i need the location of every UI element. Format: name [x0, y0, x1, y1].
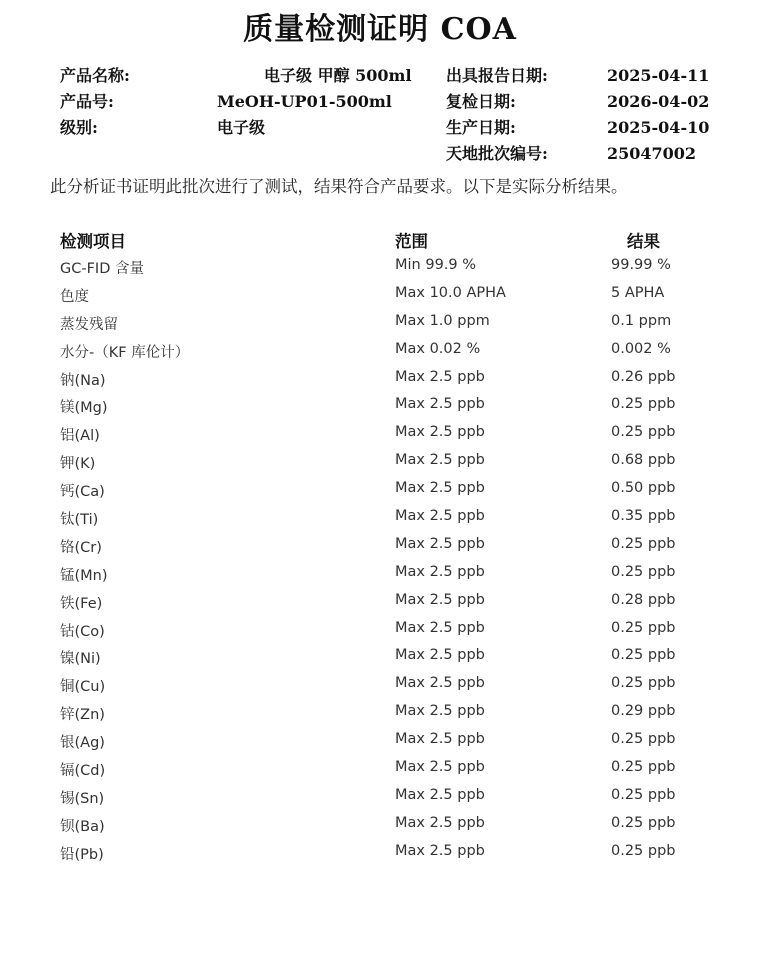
result-cell: 0.50 ppb	[611, 480, 676, 497]
range-cell: Max 2.5 ppb	[395, 842, 485, 859]
batch-number-label: 天地批次编号:	[446, 144, 548, 163]
test-item-cell: 铝(Al)	[60, 428, 100, 445]
range-cell: Max 2.5 ppb	[395, 647, 485, 664]
result-cell: 0.25 ppb	[611, 563, 676, 580]
test-item-cell: 钾(K)	[60, 456, 96, 473]
table-row	[0, 784, 760, 812]
test-item-cell: 镍(Ni)	[60, 651, 101, 668]
report-date-value: 2025-04-11	[607, 66, 710, 85]
range-cell: Max 2.5 ppb	[395, 535, 485, 552]
range-cell: Max 2.5 ppb	[395, 452, 485, 469]
table-row	[0, 505, 760, 533]
result-cell: 0.002 %	[611, 340, 671, 357]
test-item-cell: GC-FID 含量	[60, 261, 144, 277]
result-cell: 0.25 ppb	[611, 535, 676, 552]
test-item-cell: 钙(Ca)	[60, 484, 105, 501]
test-item-cell: 钛(Ti)	[60, 512, 99, 529]
table-row	[0, 756, 760, 784]
test-item-cell: 镁(Mg)	[60, 400, 108, 417]
test-item-cell: 色度	[60, 288, 89, 305]
range-cell: Max 2.5 ppb	[395, 508, 485, 525]
header-range: 范围	[395, 232, 428, 251]
test-item-cell: 锡(Sn)	[60, 790, 105, 807]
retest-date-value: 2026-04-02	[607, 92, 710, 111]
results-table	[0, 254, 760, 868]
grade-label: 级别:	[60, 118, 98, 137]
result-cell: 0.25 ppb	[611, 619, 676, 636]
table-row	[0, 812, 760, 840]
test-item-cell: 钴(Co)	[60, 623, 105, 640]
result-cell: 5 APHA	[611, 284, 665, 301]
product-no-value: MeOH-UP01-500ml	[217, 92, 392, 111]
product-no-label: 产品号:	[60, 92, 114, 111]
header-result: 结果	[627, 232, 660, 251]
range-cell: Max 2.5 ppb	[395, 563, 485, 580]
result-cell: 0.1 ppm	[611, 312, 672, 329]
test-item-cell: 银(Ag)	[60, 735, 105, 752]
certificate-statement: 此分析证书证明此批次进行了测试，结果符合产品要求。以下是实际分析结果。	[50, 177, 628, 196]
test-item-cell: 钡(Ba)	[60, 818, 105, 835]
test-item-cell: 铅(Pb)	[60, 846, 104, 863]
production-date-label: 生产日期:	[446, 118, 516, 137]
table-row	[0, 617, 760, 645]
range-cell: Max 2.5 ppb	[395, 675, 485, 692]
range-cell: Min 99.9 %	[395, 257, 477, 273]
header-test-item: 检测项目	[60, 232, 126, 251]
range-cell: Max 2.5 ppb	[395, 424, 485, 441]
result-cell: 0.28 ppb	[611, 591, 676, 608]
range-cell: Max 2.5 ppb	[395, 619, 485, 636]
table-row	[0, 310, 760, 338]
result-cell: 0.25 ppb	[611, 759, 676, 776]
range-cell: Max 2.5 ppb	[395, 786, 485, 803]
table-row	[0, 533, 760, 561]
range-cell: Max 0.02 %	[395, 340, 481, 357]
test-item-cell: 铁(Fe)	[60, 595, 103, 612]
batch-number-value: 25047002	[607, 144, 697, 163]
table-row	[0, 728, 760, 756]
table-row	[0, 561, 760, 589]
table-row	[0, 840, 760, 868]
result-cell: 0.25 ppb	[611, 396, 676, 413]
result-cell: 99.99 %	[611, 257, 671, 273]
table-row	[0, 338, 760, 366]
report-date-label: 出具报告日期:	[446, 66, 548, 85]
range-cell: Max 2.5 ppb	[395, 759, 485, 776]
result-cell: 0.25 ppb	[611, 731, 676, 748]
product-name-value: 电子级 甲醇 500ml	[264, 66, 412, 85]
result-cell: 0.25 ppb	[611, 786, 676, 803]
result-cell: 0.25 ppb	[611, 842, 676, 859]
test-item-cell: 蒸发残留	[60, 316, 118, 333]
table-row	[0, 644, 760, 672]
test-item-cell: 铬(Cr)	[60, 539, 102, 556]
document-title: 质量检测证明 COA	[243, 12, 517, 47]
result-cell: 0.25 ppb	[611, 647, 676, 664]
result-cell: 0.26 ppb	[611, 368, 676, 385]
test-item-cell: 镉(Cd)	[60, 763, 106, 780]
result-cell: 0.25 ppb	[611, 424, 676, 441]
table-row	[0, 700, 760, 728]
table-row	[0, 672, 760, 700]
retest-date-label: 复检日期:	[446, 92, 516, 111]
grade-value: 电子级	[217, 118, 266, 137]
result-cell: 0.25 ppb	[611, 675, 676, 692]
range-cell: Max 2.5 ppb	[395, 480, 485, 497]
table-row	[0, 477, 760, 505]
table-row	[0, 421, 760, 449]
test-item-cell: 钠(Na)	[60, 372, 106, 389]
result-cell: 0.29 ppb	[611, 703, 676, 720]
range-cell: Max 2.5 ppb	[395, 731, 485, 748]
range-cell: Max 2.5 ppb	[395, 368, 485, 385]
table-row	[0, 449, 760, 477]
range-cell: Max 1.0 ppm	[395, 312, 490, 329]
result-cell: 0.35 ppb	[611, 508, 676, 525]
range-cell: Max 2.5 ppb	[395, 814, 485, 831]
test-item-cell: 锰(Mn)	[60, 567, 108, 584]
test-item-cell: 水分-（KF 库伦计）	[60, 344, 190, 361]
table-row	[0, 254, 760, 282]
table-row	[0, 366, 760, 394]
test-item-cell: 锌(Zn)	[60, 707, 105, 724]
table-row	[0, 393, 760, 421]
range-cell: Max 2.5 ppb	[395, 703, 485, 720]
product-name-label: 产品名称:	[60, 66, 130, 85]
range-cell: Max 2.5 ppb	[395, 591, 485, 608]
range-cell: Max 10.0 APHA	[395, 284, 506, 301]
result-cell: 0.25 ppb	[611, 814, 676, 831]
test-item-cell: 铜(Cu)	[60, 679, 106, 696]
result-cell: 0.68 ppb	[611, 452, 676, 469]
production-date-value: 2025-04-10	[607, 118, 710, 137]
table-row	[0, 589, 760, 617]
table-row	[0, 282, 760, 310]
range-cell: Max 2.5 ppb	[395, 396, 485, 413]
